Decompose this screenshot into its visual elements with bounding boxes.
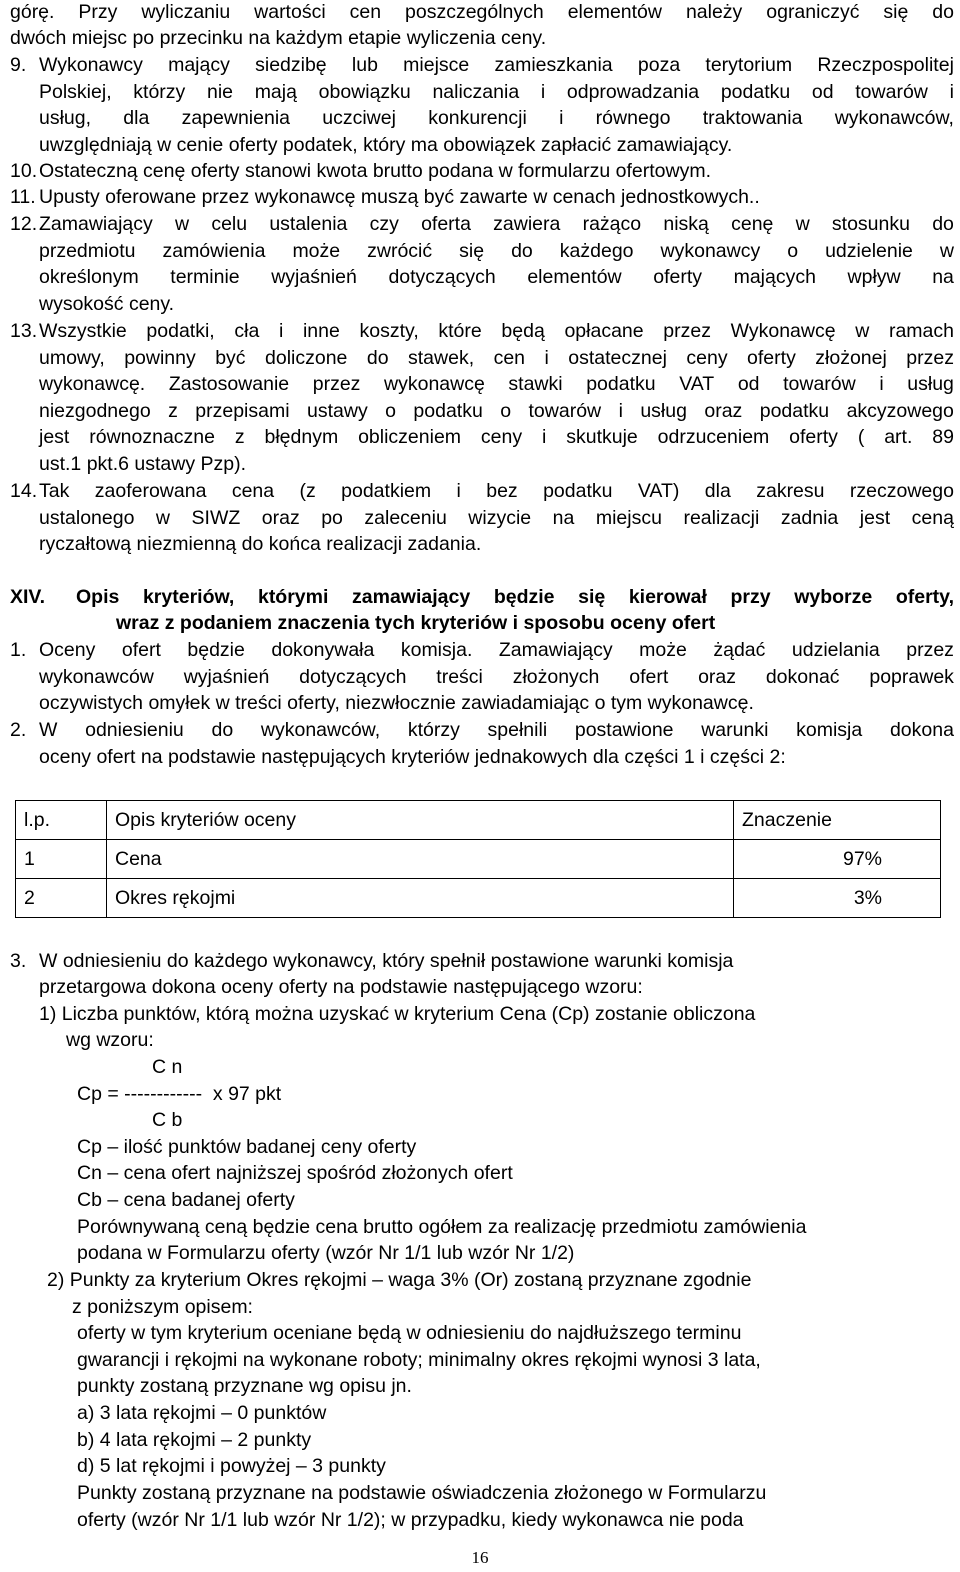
formula-numerator: C n <box>152 1056 183 1078</box>
word: opłacane <box>564 320 644 342</box>
list-number: 3. <box>10 950 27 972</box>
word: udzielenie <box>825 240 913 262</box>
word: ramach <box>888 320 954 342</box>
word: traktowania <box>702 107 803 129</box>
word: ceną <box>911 507 954 529</box>
word: się <box>578 586 606 608</box>
word: być <box>215 347 246 369</box>
table-header-cell: Opis kryteriów oceny <box>107 801 734 840</box>
word: Oceny <box>39 639 96 661</box>
word: Tak <box>39 480 70 502</box>
word: z <box>234 426 245 448</box>
word: VAT <box>679 373 715 395</box>
list-item: a) 3 lata rękojmi – 0 punktów <box>77 1402 327 1424</box>
table-header-row <box>16 801 941 840</box>
paragraph-line: oferty w tym kryterium oceniane będą w odniesieniu do najdłuższego terminu <box>77 1322 742 1344</box>
word: żądać <box>713 639 766 661</box>
definition-line: Cn – cena ofert najniższej spośród złożonych ofert <box>77 1162 513 1184</box>
word: od <box>737 373 760 395</box>
paragraph-line: wysokość ceny. <box>39 293 175 315</box>
word: podatku <box>413 400 483 422</box>
list-number: 13. <box>10 320 38 342</box>
paragraph-line <box>39 371 954 397</box>
word: podatkiem <box>341 480 432 502</box>
word: równoznaczne <box>89 426 215 448</box>
word: oferty, <box>895 586 954 608</box>
word: do <box>366 347 389 369</box>
word: towarów <box>783 373 856 395</box>
word: zwrócić <box>367 240 433 262</box>
word: i <box>879 373 884 395</box>
word: W <box>39 719 58 741</box>
word: należy <box>685 1 743 23</box>
word: poza <box>637 54 681 76</box>
word: dokona <box>889 719 954 741</box>
word: VAT) <box>637 480 680 502</box>
word: oraz <box>698 666 736 688</box>
paragraph-line <box>39 79 954 105</box>
word: Zamawiający <box>498 639 613 661</box>
word: oferta <box>421 213 471 235</box>
word: (z <box>299 480 316 502</box>
word: art. <box>884 426 913 448</box>
word: ograniczyć <box>766 1 860 23</box>
word: do <box>211 719 234 741</box>
word: terminie <box>170 266 240 288</box>
paragraph-line <box>39 238 954 264</box>
word: wpływ <box>847 266 901 288</box>
word: złożonej <box>815 347 887 369</box>
word: celu <box>211 213 248 235</box>
table-cell: 2 <box>16 879 107 918</box>
table-cell: 1 <box>16 840 107 879</box>
word: umowy, <box>39 347 105 369</box>
word: i <box>540 81 546 103</box>
word: zamieszkania <box>494 54 613 76</box>
list-number: 9. <box>10 54 27 76</box>
word: usług <box>640 400 687 422</box>
subitem-line: wg wzoru: <box>66 1029 154 1051</box>
paragraph-line <box>39 105 954 131</box>
paragraph-line: oferty (wzór Nr 1/1 lub wzór Nr 1/2); w przypadku, kiedy wykonawca nie poda <box>77 1509 744 1531</box>
list-number: 11. <box>10 186 36 208</box>
paragraph-line <box>39 664 954 690</box>
table-header-cell: l.p. <box>16 801 107 840</box>
word: poprawek <box>869 666 954 688</box>
paragraph-line <box>39 345 954 371</box>
word: kierował <box>628 586 707 608</box>
word: określonym <box>39 266 139 288</box>
section-number: XIV. <box>10 586 46 608</box>
word: może <box>639 639 687 661</box>
paragraph-line <box>39 398 954 424</box>
word: Wykonawcy <box>39 54 143 76</box>
word: skutkuje <box>566 426 638 448</box>
word: poszczególnych <box>405 1 544 23</box>
paragraph-line <box>39 211 954 237</box>
paragraph-line: przetargowa dokona oceny oferty na podstawie następującego wzoru: <box>39 976 643 998</box>
word: w <box>855 320 870 342</box>
word: rzeczowego <box>849 480 954 502</box>
definition-line: Cp – ilość punktów badanej ceny oferty <box>77 1136 417 1158</box>
word: przez <box>906 347 954 369</box>
word: złożonych <box>512 666 600 688</box>
word: zamawiający <box>352 586 471 608</box>
word: wykonawcę. <box>39 373 146 395</box>
list-number: 10. <box>10 160 38 182</box>
word: dokonywała <box>271 639 375 661</box>
word: cła <box>234 320 260 342</box>
word: wizycie <box>468 507 532 529</box>
word: uczciwej <box>322 107 396 129</box>
subitem-line: 2) Punkty za kryterium Okres rękojmi – waga 3% (Or) zostaną przyznane zgodnie <box>47 1269 752 1291</box>
word: spełnili <box>487 719 548 741</box>
word: jest <box>859 507 891 529</box>
paragraph-line <box>39 478 954 504</box>
word: po <box>321 507 343 529</box>
paragraph-line <box>39 264 954 290</box>
paragraph-line: dwóch miejsc po przecinku na każdym etapie wyliczenia ceny. <box>10 27 547 49</box>
word: zaleceniu <box>364 507 447 529</box>
word: błędnym <box>264 426 339 448</box>
criteria-table <box>15 800 941 918</box>
word: z <box>168 400 178 422</box>
list-number: 1. <box>10 639 27 661</box>
word: zapewnienia <box>181 107 290 129</box>
word: w <box>795 213 810 235</box>
paragraph-line: punkty zostaną przyznane wg opisu jn. <box>77 1375 412 1397</box>
word: w <box>939 240 954 262</box>
word: ostatecznej <box>568 347 667 369</box>
word: wyjaśnień <box>271 266 357 288</box>
subitem-line: z poniższym opisem: <box>72 1296 253 1318</box>
word: ceny <box>480 426 523 448</box>
paragraph-line: oczywistych omyłek w treści oferty, niezwłocznie zawiadamiając o tym wykonawcę. <box>39 692 754 714</box>
word: będzie <box>493 586 555 608</box>
word: ustalenia <box>269 213 348 235</box>
word: towarów <box>855 81 928 103</box>
table-header-cell: Znaczenie <box>734 801 941 840</box>
word: wykonawców <box>39 666 154 688</box>
word: Rzeczpospolitej <box>817 54 954 76</box>
word: będzie <box>187 639 245 661</box>
word: i <box>544 347 549 369</box>
word: nie <box>206 81 234 103</box>
word: wyliczaniu <box>141 1 231 23</box>
word: podatku <box>759 400 830 422</box>
word: górę. <box>10 1 55 23</box>
word: obliczeniem <box>358 426 462 448</box>
word: mający <box>168 54 230 76</box>
paragraph-line: Upusty oferowane przez wykonawcę muszą być zawarte w cenach jednostkowych.. <box>39 186 760 208</box>
word: przez <box>906 639 954 661</box>
list-item: b) 4 lata rękojmi – 2 punkty <box>77 1429 312 1451</box>
list-item: d) 5 lat rękojmi i powyżej – 3 punkty <box>77 1455 386 1477</box>
word: wyjaśnień <box>183 666 270 688</box>
word: miejsce <box>403 54 470 76</box>
word: wykonawców, <box>260 719 381 741</box>
section-heading <box>76 584 954 610</box>
word: zadnia <box>780 507 839 529</box>
word: oraz <box>261 507 300 529</box>
word: dotyczących <box>388 266 496 288</box>
subitem-line: 1) Liczba punktów, którą można uzyskać w kryterium Cena (Cp) zostanie obliczona <box>39 1003 756 1025</box>
word: usług, <box>39 107 92 129</box>
paragraph-line: ust.1 pkt.6 ustawy Pzp). <box>39 453 247 475</box>
word: podatku <box>586 373 656 395</box>
word: w <box>175 213 190 235</box>
word: treści <box>436 666 483 688</box>
word: Polskiej, <box>39 81 112 103</box>
paragraph-line <box>39 52 954 78</box>
word: podatki, <box>146 320 215 342</box>
word: i <box>949 81 954 103</box>
word: przy <box>730 586 771 608</box>
word: przez <box>312 373 361 395</box>
paragraph-line: oceny ofert na podstawie następujących kryteriów jednakowych dla części 1 i części 2: <box>39 746 786 768</box>
page-number: 16 <box>471 1548 489 1567</box>
formula-line: Cp = ------------ x 97 pkt <box>77 1083 282 1105</box>
word: powinny <box>124 347 196 369</box>
word: niską <box>663 213 709 235</box>
word: SIWZ <box>191 507 241 529</box>
word: siedzibę <box>255 54 327 76</box>
word: udzielania <box>791 639 880 661</box>
word: oferty <box>789 426 838 448</box>
word: jest <box>39 426 70 448</box>
word: o <box>787 240 799 262</box>
word: kryteriów, <box>142 586 235 608</box>
word: do <box>932 1 954 23</box>
word: konkurencji <box>428 107 527 129</box>
word: i <box>456 480 461 502</box>
word: Zamawiający <box>39 213 153 235</box>
word: towarów <box>528 400 602 422</box>
word: Wykonawcę <box>730 320 836 342</box>
word: komisja. <box>400 639 473 661</box>
formula-denominator: C b <box>152 1109 183 1131</box>
word: cen <box>349 1 382 23</box>
word: elementów <box>527 266 622 288</box>
word: dokonać <box>765 666 840 688</box>
word: usług <box>907 373 954 395</box>
paragraph-line: Punkty zostaną przyznane na podstawie oświadczenia złożonego w Formularzu <box>77 1482 767 1504</box>
word: stawek, <box>408 347 475 369</box>
word: cenę <box>731 213 774 235</box>
word: oferty <box>747 347 796 369</box>
word: wykonawcę <box>384 373 485 395</box>
word: ustawy <box>307 400 368 422</box>
word: się <box>883 1 909 23</box>
word: komisja <box>796 719 863 741</box>
word: w <box>155 507 171 529</box>
word: czy <box>369 213 399 235</box>
word: odniesieniu <box>85 719 184 741</box>
word: cena <box>231 480 275 502</box>
word: akcyzowego <box>846 400 954 422</box>
paragraph-line <box>10 0 954 25</box>
table-cell: Okres rękojmi <box>107 879 734 918</box>
word: odrzuceniem <box>657 426 770 448</box>
word: Opis <box>76 586 120 608</box>
word: odprowadzania <box>566 81 700 103</box>
word: o <box>385 400 396 422</box>
paragraph-line <box>39 717 954 743</box>
list-number: 14. <box>10 480 38 502</box>
word: stawki <box>508 373 563 395</box>
word: przez <box>663 320 711 342</box>
word: wartości <box>254 1 326 23</box>
word: podatku <box>720 81 791 103</box>
word: Przy <box>78 1 118 23</box>
table-cell: Cena <box>107 840 734 879</box>
word: i <box>278 320 284 342</box>
table-row <box>16 840 941 879</box>
word: zakresu <box>756 480 825 502</box>
word: od <box>811 81 834 103</box>
paragraph-line: uwzględniają w cenie oferty podatek, który ma obowiązek zapłacić zamawiający. <box>39 134 733 156</box>
word: którzy <box>407 719 460 741</box>
word: inne <box>302 320 340 342</box>
word: dla <box>704 480 731 502</box>
table-cell: 97% <box>734 840 941 879</box>
word: na <box>552 507 575 529</box>
word: oferty <box>653 266 702 288</box>
word: zamówienia <box>162 240 266 262</box>
word: miejscu <box>595 507 662 529</box>
word: postawione <box>574 719 674 741</box>
word: niezgodnego <box>39 400 151 422</box>
word: do <box>511 240 533 262</box>
paragraph-line <box>39 505 954 531</box>
word: obowiązku <box>318 81 411 103</box>
word: podatku <box>543 480 613 502</box>
word: wykonawcy <box>660 240 761 262</box>
word: przedmiotu <box>39 240 136 262</box>
word: warunki <box>701 719 769 741</box>
list-number: 12. <box>10 213 38 235</box>
word: równego <box>595 107 671 129</box>
paragraph-line: Ostateczną cenę oferty stanowi kwota brutto podana w formularzu ofertowym. <box>39 160 711 182</box>
definition-line: Cb – cena badanej oferty <box>77 1189 295 1211</box>
word: realizacji <box>683 507 760 529</box>
section-heading: wraz z podaniem znaczenia tych kryteriów i sposobu oceny ofert <box>116 612 716 634</box>
word: oraz <box>704 400 743 422</box>
word: i <box>542 426 547 448</box>
word: którzy <box>133 81 186 103</box>
paragraph-line <box>39 318 954 344</box>
word: Wszystkie <box>39 320 127 342</box>
word: wykonawców, <box>834 107 954 129</box>
word: elementów <box>567 1 662 23</box>
word: Zastosowanie <box>168 373 290 395</box>
word: i <box>618 400 623 422</box>
word: na <box>932 266 954 288</box>
word: naliczania <box>432 81 520 103</box>
word: ofert <box>121 639 161 661</box>
word: zaoferowana <box>94 480 207 502</box>
word: się <box>459 240 485 262</box>
table-cell: 3% <box>734 879 941 918</box>
table-row <box>16 879 941 918</box>
word: ofert <box>629 666 669 688</box>
word: mają <box>254 81 297 103</box>
paragraph-line: gwarancji i rękojmi na wykonane roboty; minimalny okres rękojmi wynosi 3 lata, <box>77 1349 761 1371</box>
list-number: 2. <box>10 719 27 741</box>
word: wyborze <box>794 586 873 608</box>
word: koszty, <box>359 320 419 342</box>
word: o <box>500 400 512 422</box>
paragraph-line <box>39 637 954 663</box>
word: ustalonego <box>39 507 135 529</box>
word: każdego <box>559 240 634 262</box>
paragraph-line: ryczałtową niezmienną do końca realizacji zadania. <box>39 533 482 555</box>
paragraph-line: W odniesieniu do każdego wykonawcy, który spełnił postawione warunki komisja <box>39 950 734 972</box>
word: ceny <box>686 347 728 369</box>
definition-line: podana w Formularzu oferty (wzór Nr 1/1 lub wzór Nr 1/2) <box>77 1242 575 1264</box>
word: lub <box>351 54 378 76</box>
word: stosunku <box>831 213 910 235</box>
word: będą <box>501 320 545 342</box>
word: bez <box>486 480 518 502</box>
word: przepisami <box>195 400 290 422</box>
word: doliczone <box>265 347 348 369</box>
word: mających <box>733 266 816 288</box>
word: zawiera <box>493 213 561 235</box>
paragraph-line <box>39 424 954 450</box>
word: ( <box>857 426 865 448</box>
word: które <box>438 320 482 342</box>
word: dotyczących <box>299 666 407 688</box>
word: do <box>932 213 954 235</box>
definition-line: Porównywaną ceną będzie cena brutto ogółem za realizację przedmiotu zamówienia <box>77 1216 807 1238</box>
word: rażąco <box>582 213 642 235</box>
word: 89 <box>932 426 954 448</box>
word: terytorium <box>705 54 793 76</box>
word: cen <box>493 347 526 369</box>
word: i <box>559 107 564 129</box>
word: może <box>292 240 341 262</box>
word: dla <box>123 107 150 129</box>
word: którymi <box>257 586 329 608</box>
